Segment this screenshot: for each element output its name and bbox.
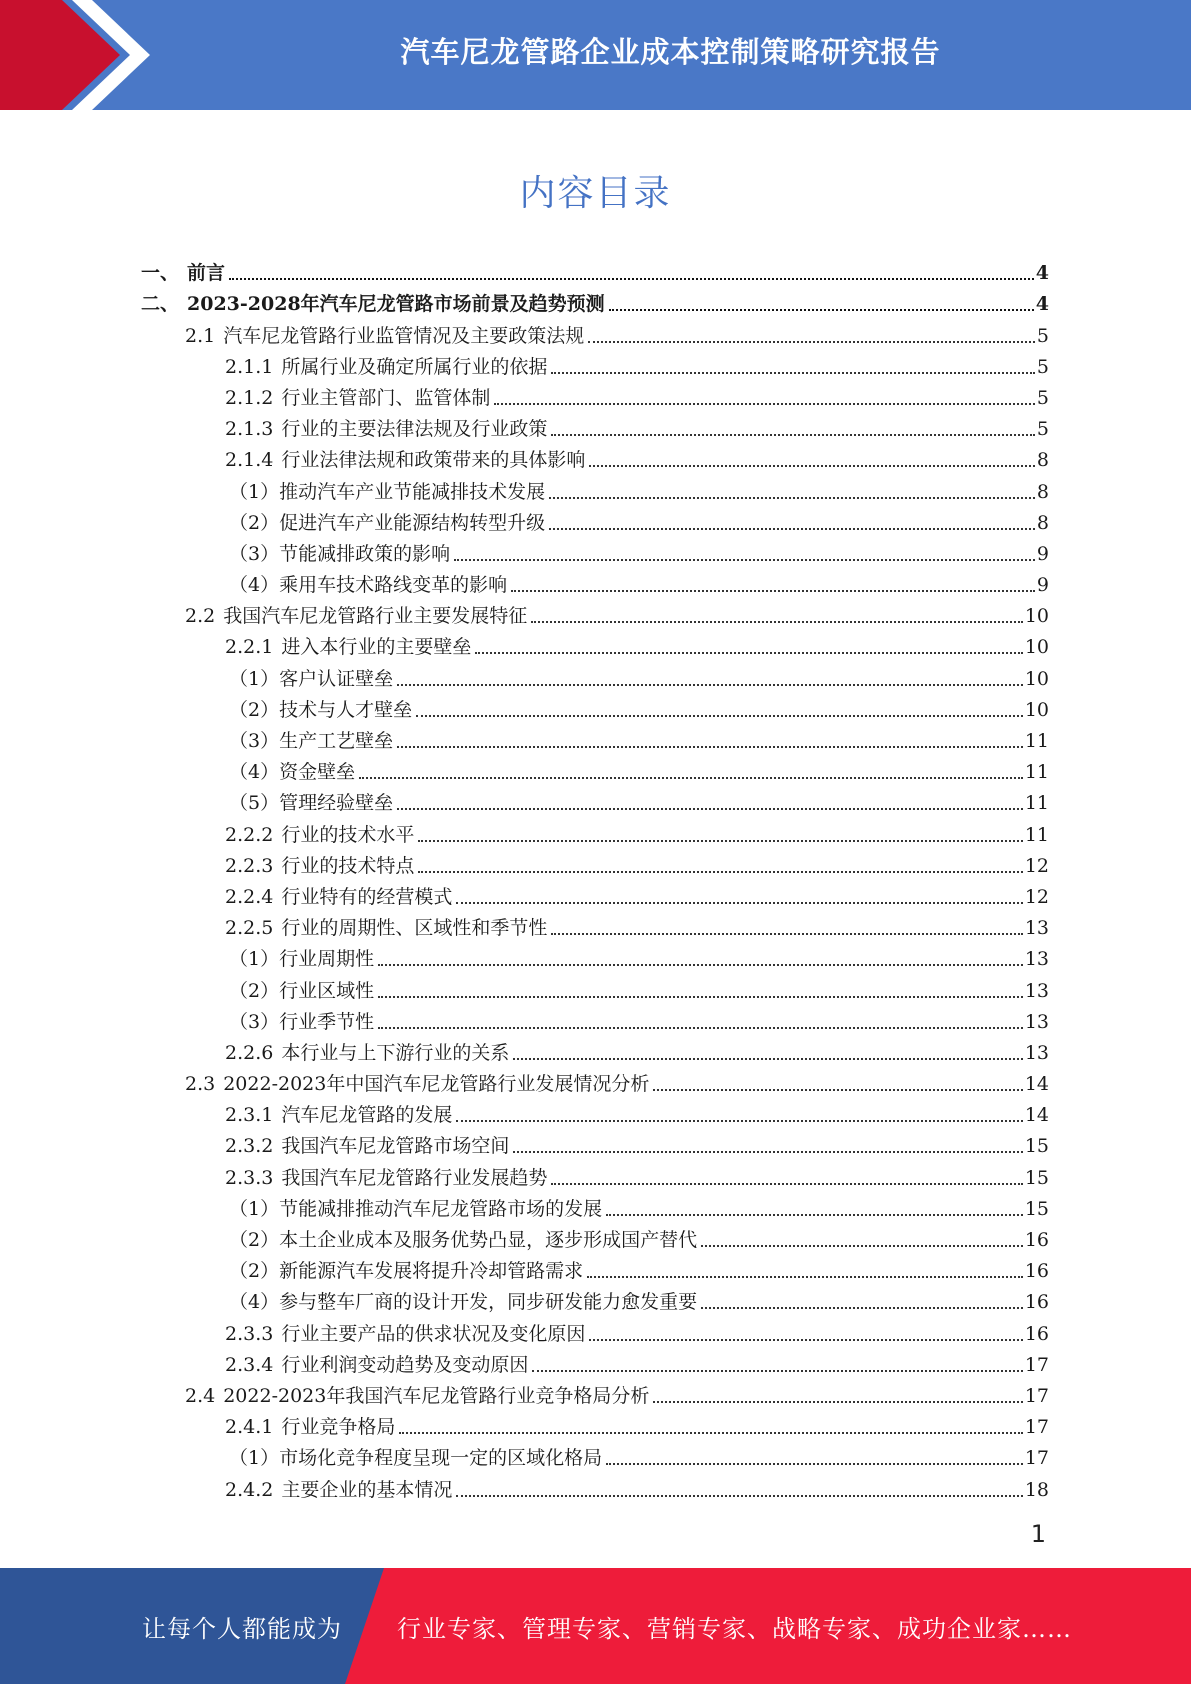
toc-entry-page: 16: [1024, 1260, 1049, 1283]
toc-entry[interactable]: [141, 597, 1049, 628]
toc-entry-number: 一、: [141, 262, 180, 285]
toc-entry-page: 13: [1024, 948, 1049, 971]
toc-dot-leader: [532, 1370, 1022, 1372]
toc-entry-number: （1）: [229, 948, 280, 971]
toc-entry[interactable]: [141, 1283, 1049, 1314]
toc-entry-title: 2022-2023年我国汽车尼龙管路行业竞争格局分析: [223, 1384, 650, 1407]
toc-entry-number: 2.3.4: [225, 1353, 274, 1376]
toc-entry-title: 市场化竞争程度呈现一定的区域化格局: [279, 1447, 603, 1470]
toc-entry[interactable]: [141, 348, 1049, 379]
toc-heading: 内容目录: [519, 173, 672, 214]
toc-dot-leader: [359, 777, 1023, 779]
toc-dot-leader: [589, 465, 1035, 467]
toc-entry[interactable]: [141, 441, 1049, 472]
toc-dot-leader: [456, 1495, 1022, 1497]
toc-entry-page: 13: [1024, 917, 1049, 940]
toc-entry-page: 10: [1024, 698, 1049, 721]
toc-entry-number: （2）: [229, 511, 280, 534]
toc-entry-page: 13: [1024, 1041, 1049, 1064]
toc-dot-leader: [549, 528, 1035, 530]
toc-entry[interactable]: [141, 878, 1049, 909]
toc-entry[interactable]: [141, 971, 1049, 1002]
toc-entry-number: 2.4: [185, 1384, 216, 1407]
toc-dot-leader: [513, 1151, 1022, 1153]
toc-entry-title: 行业的主要法律法规及行业政策: [281, 418, 548, 441]
toc-entry-page: 14: [1024, 1073, 1049, 1096]
toc-entry-number: 2.1.4: [225, 449, 274, 472]
toc-entry-title: 我国汽车尼龙管路行业发展趋势: [281, 1166, 548, 1189]
toc-entry[interactable]: [141, 566, 1049, 597]
toc-dot-leader: [653, 1089, 1022, 1091]
toc-entry-title: 行业季节性: [279, 1010, 375, 1033]
toc-entry-title: 行业法律法规和政策带来的具体影响: [281, 449, 586, 472]
toc-entry[interactable]: [141, 659, 1049, 690]
toc-entry[interactable]: [141, 628, 1049, 659]
toc-entry-number: 二、: [141, 293, 180, 316]
toc-entry-page: 10: [1024, 636, 1049, 659]
toc-dot-leader: [701, 1245, 1023, 1247]
toc-dot-leader: [378, 964, 1023, 966]
toc-entry-number: 2.4.2: [225, 1478, 274, 1501]
page-number: 1: [1030, 1520, 1046, 1548]
toc-entry[interactable]: [141, 753, 1049, 784]
toc-entry-page: 4: [1035, 262, 1049, 285]
toc-dot-leader: [456, 1120, 1022, 1122]
toc-entry-number: 2.3: [185, 1073, 216, 1096]
toc-entry-title: 资金壁垒: [279, 761, 356, 784]
toc-entry-page: 11: [1024, 761, 1049, 784]
toc-dot-leader: [399, 1432, 1022, 1434]
toc-entry-page: 16: [1024, 1229, 1049, 1251]
toc-dot-leader: [513, 1058, 1022, 1060]
toc-entry-page: 8: [1036, 511, 1049, 534]
toc-entry-number: 2.3.3: [225, 1322, 274, 1345]
toc-entry[interactable]: [141, 379, 1049, 410]
toc-entry-title: 节能减排政策的影响: [279, 542, 451, 565]
toc-entry-number: （2）: [229, 698, 280, 721]
toc-entry-page: 5: [1036, 418, 1049, 441]
toc-entry[interactable]: [141, 815, 1049, 846]
toc-entry-title: 促进汽车产业能源结构转型升级: [279, 511, 546, 534]
toc-dot-leader: [418, 871, 1022, 873]
toc-dot-leader: [418, 840, 1022, 842]
toc-entry-number: 2.3.1: [225, 1104, 274, 1127]
toc-entry-page: 11: [1024, 823, 1049, 846]
toc-entry-title: 行业特有的经营模式: [281, 885, 453, 908]
toc-entry-number: （3）: [229, 730, 280, 752]
toc-entry-title: 本土企业成本及服务优势凸显，逐步形成国产替代: [279, 1229, 698, 1251]
toc-dot-leader: [416, 715, 1023, 717]
toc-dot-leader: [475, 652, 1022, 654]
toc-entry-title: 乘用车技术路线变革的影响: [279, 574, 508, 597]
toc-entry[interactable]: [141, 504, 1049, 535]
toc-entry-title: 我国汽车尼龙管路市场空间: [281, 1135, 510, 1158]
toc-entry-number: （3）: [229, 542, 280, 565]
toc-entry[interactable]: [141, 1190, 1049, 1221]
toc-entry-page: 8: [1036, 480, 1049, 503]
toc-entry[interactable]: [141, 1127, 1049, 1158]
toc-entry[interactable]: [141, 1346, 1049, 1377]
toc-entry-title: 行业周期性: [279, 948, 375, 971]
report-title: 汽车尼龙管路企业成本控制策略研究报告: [400, 34, 941, 69]
toc-dot-leader: [551, 434, 1035, 436]
toc-entry-title: 前言: [187, 262, 226, 285]
toc-entry[interactable]: [141, 722, 1049, 753]
toc-entry-page: 17: [1024, 1416, 1049, 1439]
toc-dot-leader: [454, 559, 1035, 561]
toc-dot-leader: [549, 497, 1035, 499]
toc-entry-number: 2.1: [185, 324, 216, 347]
toc-entry-title: 生产工艺壁垒: [279, 730, 394, 752]
toc-entry-page: 5: [1036, 355, 1049, 378]
toc-entry[interactable]: [141, 691, 1049, 722]
toc-entry-page: 15: [1024, 1166, 1049, 1189]
toc-entry-title: 所属行业及确定所属行业的依据: [281, 355, 548, 378]
toc-entry-number: 2.3.2: [225, 1135, 274, 1158]
toc-entry-page: 11: [1024, 730, 1049, 752]
toc-dot-leader: [653, 1401, 1022, 1403]
toc-dot-leader: [494, 403, 1035, 405]
toc-entry-page: 12: [1024, 885, 1049, 908]
toc-entry-title: 推动汽车产业节能减排技术发展: [279, 480, 546, 503]
toc-dot-leader: [397, 808, 1023, 810]
toc-entry-number: （2）: [229, 1260, 280, 1283]
toc-entry-number: 2.1.3: [225, 418, 274, 441]
toc-entry-title: 进入本行业的主要壁垒: [281, 636, 472, 659]
toc-entry-page: 15: [1024, 1197, 1049, 1220]
toc-dot-leader: [531, 621, 1023, 623]
toc-entry-number: （4）: [229, 574, 280, 597]
toc-entry-page: 5: [1036, 324, 1049, 347]
toc-entry-page: 16: [1024, 1322, 1049, 1345]
toc-entry-title: 新能源汽车发展将提升冷却管路需求: [279, 1260, 584, 1283]
toc-entry-number: 2.1.2: [225, 386, 274, 409]
toc-entry-title: 行业的技术特点: [281, 854, 415, 877]
toc-dot-leader: [609, 309, 1034, 311]
toc-entry-number: （1）: [229, 480, 280, 503]
toc-entry-title: 行业区域性: [279, 979, 375, 1002]
toc-dot-leader: [378, 1027, 1023, 1029]
toc-entry[interactable]: [141, 535, 1049, 566]
toc-entry[interactable]: [141, 254, 1049, 285]
toc-entry[interactable]: [141, 1221, 1049, 1252]
toc-entry[interactable]: [141, 1065, 1049, 1096]
toc-entry-page: 14: [1024, 1104, 1049, 1127]
toc-entry-page: 4: [1035, 293, 1049, 316]
toc-entry-title: 2022-2023年中国汽车尼龙管路行业发展情况分析: [223, 1073, 650, 1096]
toc-entry-page: 10: [1024, 667, 1049, 690]
toc-entry-page: 9: [1036, 574, 1049, 597]
toc-dot-leader: [589, 1339, 1022, 1341]
toc-entry-number: （1）: [229, 1447, 280, 1470]
footer-slogan-right: 行业专家、管理专家、营销专家、战略专家、成功企业家……: [397, 1614, 1072, 1643]
toc-dot-leader: [588, 341, 1035, 343]
toc-entry-number: （1）: [229, 667, 280, 690]
toc-entry-title: 技术与人才壁垒: [279, 698, 413, 721]
toc-entry[interactable]: [141, 1158, 1049, 1189]
toc-entry-title: 节能减排推动汽车尼龙管路市场的发展: [279, 1197, 603, 1220]
toc-entry-title: 本行业与上下游行业的关系: [281, 1041, 510, 1064]
toc-entry-title: 客户认证壁垒: [279, 667, 394, 690]
toc-entry[interactable]: [141, 1314, 1049, 1345]
toc-entry[interactable]: [141, 940, 1049, 971]
toc-entry-number: 2.2.6: [225, 1041, 274, 1064]
toc-entry-number: 2.4.1: [225, 1416, 274, 1439]
toc-entry-title: 参与整车厂商的设计开发，同步研发能力愈发重要: [279, 1291, 698, 1314]
header-banner: [0, 0, 1191, 110]
toc-entry[interactable]: [141, 1252, 1049, 1283]
toc-entry-page: 9: [1036, 542, 1049, 565]
toc-dot-leader: [511, 590, 1035, 592]
toc-entry-title: 行业利润变动趋势及变动原因: [281, 1353, 529, 1376]
toc-entry-number: 2.2: [185, 605, 216, 628]
toc-entry-page: 15: [1024, 1135, 1049, 1158]
toc-entry[interactable]: [141, 410, 1049, 441]
toc-entry-title: 2023-2028年汽车尼龙管路市场前景及趋势预测: [187, 293, 605, 316]
toc-entry[interactable]: [141, 316, 1049, 347]
toc-entry[interactable]: [141, 1408, 1049, 1439]
toc-entry-page: 17: [1024, 1447, 1049, 1470]
toc-entry-number: （2）: [229, 979, 280, 1002]
toc-entry[interactable]: [141, 1439, 1049, 1470]
toc-entry[interactable]: [141, 472, 1049, 503]
toc-entry[interactable]: [141, 1096, 1049, 1127]
toc-entry-number: 2.2.1: [225, 636, 274, 659]
toc-entry-page: 13: [1024, 1010, 1049, 1033]
toc-entry-title: 行业的技术水平: [281, 823, 415, 846]
toc-dot-leader: [606, 1214, 1023, 1216]
toc-entry-page: 10: [1024, 605, 1049, 628]
toc-dot-leader: [397, 746, 1023, 748]
toc-dot-leader: [606, 1463, 1023, 1465]
toc-entry-title: 行业竞争格局: [281, 1416, 396, 1439]
toc-entry-page: 11: [1024, 792, 1049, 815]
toc-entry[interactable]: [141, 909, 1049, 940]
toc-dot-leader: [701, 1307, 1023, 1309]
toc-entry[interactable]: [141, 847, 1049, 878]
toc-entry-page: 12: [1024, 854, 1049, 877]
toc-entry-number: （1）: [229, 1197, 280, 1220]
toc-entry-title: 行业的周期性、区域性和季节性: [281, 917, 548, 940]
toc-dot-leader: [587, 1276, 1023, 1278]
toc-entry-page: 17: [1024, 1384, 1049, 1407]
toc-dot-leader: [551, 933, 1022, 935]
toc-entry-number: （3）: [229, 1010, 280, 1033]
toc-entry[interactable]: [141, 1377, 1049, 1408]
toc-entry-number: 2.1.1: [225, 355, 274, 378]
toc-dot-leader: [378, 996, 1023, 998]
toc-entry-page: 18: [1024, 1478, 1049, 1501]
toc-entry-page: 8: [1036, 449, 1049, 472]
arrow-logo-icon: [0, 0, 160, 110]
toc-entry-number: （4）: [229, 761, 280, 784]
toc-entry[interactable]: [141, 285, 1049, 316]
toc-entry-number: 2.2.4: [225, 885, 274, 908]
toc-entry-title: 我国汽车尼龙管路行业主要发展特征: [223, 605, 528, 628]
footer-banner: [0, 1568, 1191, 1684]
toc-entry-number: （5）: [229, 792, 280, 815]
toc-entry-number: 2.2.3: [225, 854, 274, 877]
toc-entry-title: 汽车尼龙管路的发展: [281, 1104, 453, 1127]
toc-entry[interactable]: [141, 784, 1049, 815]
toc-dot-leader: [229, 278, 1034, 280]
table-of-contents: [141, 254, 1049, 1502]
toc-entry-title: 管理经验壁垒: [279, 792, 394, 815]
toc-entry[interactable]: [141, 1034, 1049, 1065]
toc-entry-number: 2.3.3: [225, 1166, 274, 1189]
toc-entry-number: 2.2.2: [225, 823, 274, 846]
toc-entry-title: 行业主管部门、监管体制: [281, 386, 491, 409]
toc-entry-number: （2）: [229, 1229, 280, 1251]
toc-entry-title: 主要企业的基本情况: [281, 1478, 453, 1501]
toc-dot-leader: [397, 684, 1023, 686]
toc-entry-number: （4）: [229, 1291, 280, 1314]
toc-entry-page: 17: [1024, 1353, 1049, 1376]
toc-entry-number: 2.2.5: [225, 917, 274, 940]
footer-slogan-left: 让每个人都能成为: [142, 1614, 342, 1643]
toc-entry-page: 16: [1024, 1291, 1049, 1314]
toc-entry-title: 汽车尼龙管路行业监管情况及主要政策法规: [223, 324, 585, 347]
toc-dot-leader: [551, 372, 1035, 374]
toc-dot-leader: [551, 1183, 1022, 1185]
toc-entry-title: 行业主要产品的供求状况及变化原因: [281, 1322, 586, 1345]
toc-entry[interactable]: [141, 1470, 1049, 1501]
toc-entry-page: 5: [1036, 386, 1049, 409]
toc-entry-page: 13: [1024, 979, 1049, 1002]
toc-dot-leader: [456, 902, 1022, 904]
toc-entry[interactable]: [141, 1003, 1049, 1034]
